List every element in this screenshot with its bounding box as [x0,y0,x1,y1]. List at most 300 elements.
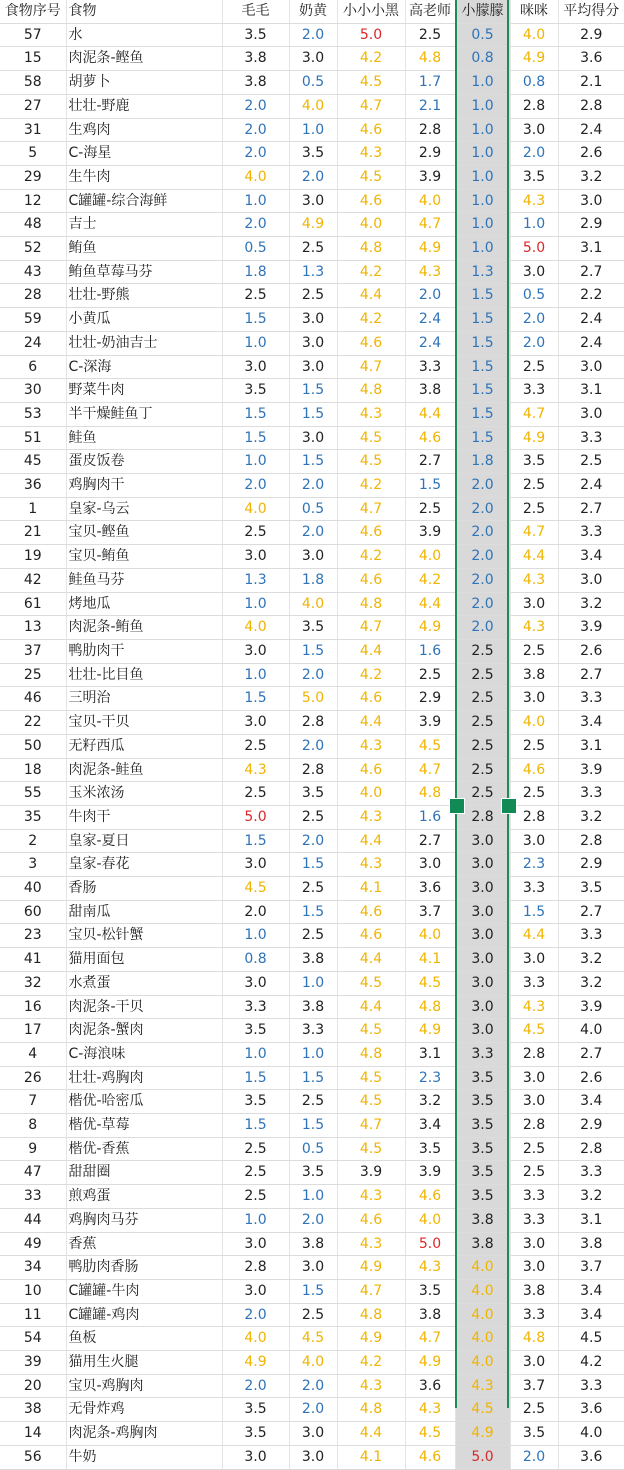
average-score-cell[interactable]: 3.7 [558,1256,624,1280]
score-naihuang-cell[interactable]: 2.5 [289,284,337,308]
score-mimi-cell[interactable]: 2.5 [510,474,558,498]
food-id-cell[interactable]: 12 [0,189,66,213]
food-name-cell[interactable]: 牛奶 [66,1445,222,1469]
food-id-cell[interactable]: 15 [0,47,66,71]
score-xiaomengmeng-cell[interactable]: 2.5 [455,687,510,711]
average-score-cell[interactable]: 3.1 [558,1208,624,1232]
score-xiaomengmeng-cell[interactable]: 1.0 [455,189,510,213]
score-gaolaoshi-cell[interactable]: 4.2 [405,568,455,592]
food-name-cell[interactable]: C罐罐-牛肉 [66,1279,222,1303]
score-naihuang-cell[interactable]: 1.0 [289,971,337,995]
average-score-cell[interactable]: 2.7 [558,900,624,924]
score-xiaoxiaoxiaohei-cell[interactable]: 4.3 [337,734,405,758]
score-maomao-cell[interactable]: 1.0 [222,663,289,687]
score-xiaomengmeng-cell[interactable]: 3.5 [455,1114,510,1138]
score-maomao-cell[interactable]: 3.0 [222,1232,289,1256]
score-naihuang-cell[interactable]: 2.8 [289,711,337,735]
score-mimi-cell[interactable]: 2.0 [510,308,558,332]
score-xiaoxiaoxiaohei-cell[interactable]: 3.9 [337,1161,405,1185]
score-gaolaoshi-cell[interactable]: 1.6 [405,639,455,663]
score-maomao-cell[interactable]: 0.5 [222,237,289,261]
food-id-cell[interactable]: 11 [0,1303,66,1327]
score-naihuang-cell[interactable]: 1.5 [289,1066,337,1090]
score-naihuang-cell[interactable]: 2.0 [289,165,337,189]
score-xiaomengmeng-cell[interactable]: 2.5 [455,734,510,758]
score-naihuang-cell[interactable]: 4.0 [289,94,337,118]
average-score-cell[interactable]: 4.0 [558,1422,624,1446]
score-xiaomengmeng-cell[interactable]: 2.0 [455,592,510,616]
average-score-cell[interactable]: 3.6 [558,47,624,71]
score-naihuang-cell[interactable]: 0.5 [289,1137,337,1161]
score-gaolaoshi-cell[interactable]: 4.1 [405,948,455,972]
food-id-cell[interactable]: 41 [0,948,66,972]
score-gaolaoshi-cell[interactable]: 2.5 [405,23,455,47]
food-id-cell[interactable]: 31 [0,118,66,142]
score-naihuang-cell[interactable]: 4.0 [289,1351,337,1375]
score-maomao-cell[interactable]: 1.0 [222,924,289,948]
food-name-cell[interactable]: 香肠 [66,877,222,901]
average-score-cell[interactable]: 3.4 [558,711,624,735]
food-id-cell[interactable]: 44 [0,1208,66,1232]
food-id-cell[interactable]: 33 [0,1185,66,1209]
score-xiaoxiaoxiaohei-cell[interactable]: 5.0 [337,23,405,47]
score-xiaomengmeng-cell[interactable]: 4.5 [455,1398,510,1422]
score-mimi-cell[interactable]: 4.0 [510,23,558,47]
food-name-cell[interactable]: 煎鸡蛋 [66,1185,222,1209]
score-maomao-cell[interactable]: 2.0 [222,1303,289,1327]
score-xiaomengmeng-cell[interactable]: 3.3 [455,1042,510,1066]
score-xiaomengmeng-cell[interactable]: 1.5 [455,284,510,308]
score-xiaoxiaoxiaohei-cell[interactable]: 4.3 [337,142,405,166]
food-id-cell[interactable]: 27 [0,94,66,118]
score-mimi-cell[interactable]: 1.0 [510,213,558,237]
average-score-cell[interactable]: 4.2 [558,1351,624,1375]
food-name-cell[interactable]: 宝贝-鸡胸肉 [66,1374,222,1398]
score-maomao-cell[interactable]: 4.0 [222,165,289,189]
score-xiaomengmeng-cell[interactable]: 4.0 [455,1256,510,1280]
score-xiaomengmeng-cell[interactable]: 3.8 [455,1232,510,1256]
food-name-cell[interactable]: 玉米浓汤 [66,782,222,806]
average-score-cell[interactable]: 2.8 [558,94,624,118]
score-gaolaoshi-cell[interactable]: 4.3 [405,1398,455,1422]
score-gaolaoshi-cell[interactable]: 2.1 [405,94,455,118]
header-gaolaoshi[interactable]: 高老师 [405,0,455,23]
score-naihuang-cell[interactable]: 3.0 [289,189,337,213]
average-score-cell[interactable]: 3.5 [558,877,624,901]
score-mimi-cell[interactable]: 4.4 [510,924,558,948]
score-naihuang-cell[interactable]: 2.5 [289,877,337,901]
score-xiaoxiaoxiaohei-cell[interactable]: 4.6 [337,900,405,924]
score-mimi-cell[interactable]: 2.5 [510,734,558,758]
average-score-cell[interactable]: 3.3 [558,1161,624,1185]
average-score-cell[interactable]: 3.2 [558,165,624,189]
score-xiaoxiaoxiaohei-cell[interactable]: 4.0 [337,782,405,806]
food-name-cell[interactable]: C罐罐-鸡肉 [66,1303,222,1327]
food-name-cell[interactable]: 水 [66,23,222,47]
score-xiaomengmeng-cell[interactable]: 3.0 [455,924,510,948]
score-xiaoxiaoxiaohei-cell[interactable]: 4.4 [337,829,405,853]
food-name-cell[interactable]: 肉泥条-鲔鱼 [66,616,222,640]
score-mimi-cell[interactable]: 2.0 [510,1445,558,1469]
score-gaolaoshi-cell[interactable]: 2.5 [405,497,455,521]
food-name-cell[interactable]: 小黄瓜 [66,308,222,332]
score-xiaomengmeng-cell[interactable]: 2.5 [455,639,510,663]
selection-handle-left[interactable] [449,798,465,814]
score-maomao-cell[interactable]: 3.5 [222,379,289,403]
score-mimi-cell[interactable]: 2.8 [510,94,558,118]
score-gaolaoshi-cell[interactable]: 2.8 [405,118,455,142]
average-score-cell[interactable]: 3.3 [558,521,624,545]
score-maomao-cell[interactable]: 3.8 [222,47,289,71]
score-mimi-cell[interactable]: 4.3 [510,995,558,1019]
average-score-cell[interactable]: 3.3 [558,782,624,806]
food-id-cell[interactable]: 51 [0,426,66,450]
score-xiaoxiaoxiaohei-cell[interactable]: 4.2 [337,474,405,498]
score-maomao-cell[interactable]: 3.3 [222,995,289,1019]
score-mimi-cell[interactable]: 3.0 [510,260,558,284]
food-name-cell[interactable]: 无籽西瓜 [66,734,222,758]
score-mimi-cell[interactable]: 3.0 [510,592,558,616]
score-xiaoxiaoxiaohei-cell[interactable]: 4.8 [337,237,405,261]
score-gaolaoshi-cell[interactable]: 4.5 [405,734,455,758]
score-gaolaoshi-cell[interactable]: 3.9 [405,1161,455,1185]
food-name-cell[interactable]: 鱼板 [66,1327,222,1351]
score-xiaoxiaoxiaohei-cell[interactable]: 4.8 [337,1042,405,1066]
score-mimi-cell[interactable]: 3.7 [510,1374,558,1398]
score-gaolaoshi-cell[interactable]: 4.8 [405,782,455,806]
score-xiaoxiaoxiaohei-cell[interactable]: 4.6 [337,1208,405,1232]
score-naihuang-cell[interactable]: 2.0 [289,829,337,853]
score-xiaomengmeng-cell[interactable]: 4.0 [455,1327,510,1351]
score-gaolaoshi-cell[interactable]: 4.9 [405,1019,455,1043]
score-mimi-cell[interactable]: 2.5 [510,1398,558,1422]
score-xiaoxiaoxiaohei-cell[interactable]: 4.6 [337,687,405,711]
score-xiaoxiaoxiaohei-cell[interactable]: 4.5 [337,1137,405,1161]
score-mimi-cell[interactable]: 4.6 [510,758,558,782]
score-gaolaoshi-cell[interactable]: 2.4 [405,331,455,355]
score-mimi-cell[interactable]: 2.8 [510,1114,558,1138]
score-naihuang-cell[interactable]: 3.0 [289,47,337,71]
score-maomao-cell[interactable]: 4.0 [222,616,289,640]
average-score-cell[interactable]: 2.5 [558,450,624,474]
food-id-cell[interactable]: 55 [0,782,66,806]
food-name-cell[interactable]: 宝贝-鲣鱼 [66,521,222,545]
score-mimi-cell[interactable]: 2.0 [510,331,558,355]
score-gaolaoshi-cell[interactable]: 1.6 [405,805,455,829]
score-xiaomengmeng-cell[interactable]: 3.5 [455,1137,510,1161]
score-naihuang-cell[interactable]: 1.5 [289,402,337,426]
score-mimi-cell[interactable]: 2.3 [510,853,558,877]
food-name-cell[interactable]: 烤地瓜 [66,592,222,616]
food-id-cell[interactable]: 13 [0,616,66,640]
score-xiaoxiaoxiaohei-cell[interactable]: 4.3 [337,805,405,829]
score-naihuang-cell[interactable]: 1.3 [289,260,337,284]
food-id-cell[interactable]: 20 [0,1374,66,1398]
score-maomao-cell[interactable]: 1.3 [222,568,289,592]
food-name-cell[interactable]: 猫用面包 [66,948,222,972]
score-mimi-cell[interactable]: 3.3 [510,1208,558,1232]
score-maomao-cell[interactable]: 1.5 [222,829,289,853]
average-score-cell[interactable]: 3.1 [558,379,624,403]
score-mimi-cell[interactable]: 4.4 [510,545,558,569]
score-gaolaoshi-cell[interactable]: 3.5 [405,1137,455,1161]
food-name-cell[interactable]: 皇家-乌云 [66,497,222,521]
score-xiaomengmeng-cell[interactable]: 1.3 [455,260,510,284]
score-xiaoxiaoxiaohei-cell[interactable]: 4.6 [337,189,405,213]
score-naihuang-cell[interactable]: 3.5 [289,782,337,806]
food-name-cell[interactable]: 无骨炸鸡 [66,1398,222,1422]
score-xiaomengmeng-cell[interactable]: 3.0 [455,877,510,901]
average-score-cell[interactable]: 2.4 [558,118,624,142]
score-naihuang-cell[interactable]: 2.0 [289,1374,337,1398]
score-xiaomengmeng-cell[interactable]: 4.9 [455,1422,510,1446]
score-mimi-cell[interactable]: 4.5 [510,1019,558,1043]
score-naihuang-cell[interactable]: 2.0 [289,734,337,758]
score-xiaomengmeng-cell[interactable]: 1.0 [455,118,510,142]
score-xiaoxiaoxiaohei-cell[interactable]: 4.5 [337,426,405,450]
score-xiaoxiaoxiaohei-cell[interactable]: 4.5 [337,1019,405,1043]
food-id-cell[interactable]: 29 [0,165,66,189]
food-id-cell[interactable]: 42 [0,568,66,592]
score-gaolaoshi-cell[interactable]: 3.6 [405,877,455,901]
food-id-cell[interactable]: 2 [0,829,66,853]
score-maomao-cell[interactable]: 3.5 [222,1090,289,1114]
score-maomao-cell[interactable]: 2.5 [222,521,289,545]
score-xiaomengmeng-cell[interactable]: 4.0 [455,1279,510,1303]
food-name-cell[interactable]: 肉泥条-蟹肉 [66,1019,222,1043]
score-maomao-cell[interactable]: 4.0 [222,1327,289,1351]
score-mimi-cell[interactable]: 3.5 [510,1422,558,1446]
header-naihuang[interactable]: 奶黄 [289,0,337,23]
average-score-cell[interactable]: 3.0 [558,189,624,213]
food-id-cell[interactable]: 28 [0,284,66,308]
food-id-cell[interactable]: 25 [0,663,66,687]
score-maomao-cell[interactable]: 3.0 [222,1279,289,1303]
score-gaolaoshi-cell[interactable]: 1.7 [405,71,455,95]
average-score-cell[interactable]: 3.4 [558,1279,624,1303]
score-gaolaoshi-cell[interactable]: 3.8 [405,1303,455,1327]
food-id-cell[interactable]: 56 [0,1445,66,1469]
score-maomao-cell[interactable]: 1.0 [222,1208,289,1232]
score-xiaomengmeng-cell[interactable]: 1.0 [455,237,510,261]
score-gaolaoshi-cell[interactable]: 4.3 [405,1256,455,1280]
food-name-cell[interactable]: 宝贝-鲔鱼 [66,545,222,569]
score-naihuang-cell[interactable]: 3.5 [289,1161,337,1185]
score-mimi-cell[interactable]: 3.0 [510,1090,558,1114]
food-name-cell[interactable]: 生鸡肉 [66,118,222,142]
score-mimi-cell[interactable]: 3.0 [510,118,558,142]
food-id-cell[interactable]: 21 [0,521,66,545]
average-score-cell[interactable]: 3.9 [558,758,624,782]
food-id-cell[interactable]: 35 [0,805,66,829]
score-gaolaoshi-cell[interactable]: 4.9 [405,1351,455,1375]
score-gaolaoshi-cell[interactable]: 3.7 [405,900,455,924]
score-mimi-cell[interactable]: 5.0 [510,237,558,261]
score-gaolaoshi-cell[interactable]: 3.9 [405,165,455,189]
score-mimi-cell[interactable]: 2.5 [510,497,558,521]
average-score-cell[interactable]: 2.9 [558,853,624,877]
score-gaolaoshi-cell[interactable]: 4.3 [405,260,455,284]
score-naihuang-cell[interactable]: 2.5 [289,1303,337,1327]
score-maomao-cell[interactable]: 2.0 [222,213,289,237]
food-id-cell[interactable]: 36 [0,474,66,498]
score-maomao-cell[interactable]: 1.5 [222,426,289,450]
score-xiaoxiaoxiaohei-cell[interactable]: 4.4 [337,1422,405,1446]
score-gaolaoshi-cell[interactable]: 4.9 [405,237,455,261]
score-xiaoxiaoxiaohei-cell[interactable]: 4.5 [337,71,405,95]
food-id-cell[interactable]: 52 [0,237,66,261]
score-xiaoxiaoxiaohei-cell[interactable]: 4.7 [337,616,405,640]
score-gaolaoshi-cell[interactable]: 3.2 [405,1090,455,1114]
score-maomao-cell[interactable]: 1.5 [222,402,289,426]
score-xiaoxiaoxiaohei-cell[interactable]: 4.5 [337,165,405,189]
header-mimi[interactable]: 咪咪 [510,0,558,23]
score-maomao-cell[interactable]: 3.5 [222,1019,289,1043]
score-gaolaoshi-cell[interactable]: 2.7 [405,829,455,853]
score-naihuang-cell[interactable]: 3.5 [289,616,337,640]
average-score-cell[interactable]: 3.2 [558,1185,624,1209]
score-xiaoxiaoxiaohei-cell[interactable]: 4.4 [337,995,405,1019]
score-xiaoxiaoxiaohei-cell[interactable]: 4.7 [337,94,405,118]
food-id-cell[interactable]: 26 [0,1066,66,1090]
score-maomao-cell[interactable]: 2.0 [222,1374,289,1398]
food-name-cell[interactable]: 壮壮-鸡胸肉 [66,1066,222,1090]
score-xiaoxiaoxiaohei-cell[interactable]: 4.6 [337,521,405,545]
score-xiaoxiaoxiaohei-cell[interactable]: 4.0 [337,213,405,237]
score-xiaoxiaoxiaohei-cell[interactable]: 4.3 [337,402,405,426]
score-xiaoxiaoxiaohei-cell[interactable]: 4.1 [337,1445,405,1469]
average-score-cell[interactable]: 2.8 [558,1137,624,1161]
score-maomao-cell[interactable]: 1.5 [222,308,289,332]
score-mimi-cell[interactable]: 2.5 [510,1161,558,1185]
average-score-cell[interactable]: 2.9 [558,1114,624,1138]
score-xiaoxiaoxiaohei-cell[interactable]: 4.8 [337,1398,405,1422]
score-maomao-cell[interactable]: 1.0 [222,450,289,474]
score-xiaoxiaoxiaohei-cell[interactable]: 4.2 [337,545,405,569]
food-name-cell[interactable]: C-海浪味 [66,1042,222,1066]
score-xiaoxiaoxiaohei-cell[interactable]: 4.8 [337,592,405,616]
score-gaolaoshi-cell[interactable]: 2.7 [405,450,455,474]
score-maomao-cell[interactable]: 2.5 [222,1185,289,1209]
score-naihuang-cell[interactable]: 2.0 [289,474,337,498]
food-name-cell[interactable]: 鸡胸肉马芬 [66,1208,222,1232]
score-gaolaoshi-cell[interactable]: 4.8 [405,995,455,1019]
food-name-cell[interactable]: 肉泥条-鸡胸肉 [66,1422,222,1446]
score-gaolaoshi-cell[interactable]: 4.5 [405,1422,455,1446]
food-name-cell[interactable]: 鲔鱼 [66,237,222,261]
score-maomao-cell[interactable]: 2.5 [222,284,289,308]
score-mimi-cell[interactable]: 2.5 [510,639,558,663]
score-xiaoxiaoxiaohei-cell[interactable]: 4.6 [337,568,405,592]
food-name-cell[interactable]: 楷优-哈密瓜 [66,1090,222,1114]
average-score-cell[interactable]: 2.7 [558,497,624,521]
food-id-cell[interactable]: 50 [0,734,66,758]
food-id-cell[interactable]: 17 [0,1019,66,1043]
score-xiaomengmeng-cell[interactable]: 2.0 [455,568,510,592]
average-score-cell[interactable]: 4.5 [558,1327,624,1351]
score-xiaomengmeng-cell[interactable]: 4.0 [455,1351,510,1375]
food-id-cell[interactable]: 40 [0,877,66,901]
score-naihuang-cell[interactable]: 2.0 [289,23,337,47]
score-gaolaoshi-cell[interactable]: 2.4 [405,308,455,332]
score-xiaoxiaoxiaohei-cell[interactable]: 4.9 [337,1327,405,1351]
score-xiaoxiaoxiaohei-cell[interactable]: 4.2 [337,260,405,284]
average-score-cell[interactable]: 2.2 [558,284,624,308]
score-xiaomengmeng-cell[interactable]: 1.0 [455,213,510,237]
score-mimi-cell[interactable]: 4.8 [510,1327,558,1351]
score-xiaoxiaoxiaohei-cell[interactable]: 4.4 [337,284,405,308]
score-naihuang-cell[interactable]: 3.8 [289,948,337,972]
food-id-cell[interactable]: 22 [0,711,66,735]
food-name-cell[interactable]: 香蕉 [66,1232,222,1256]
food-id-cell[interactable]: 59 [0,308,66,332]
score-mimi-cell[interactable]: 3.0 [510,829,558,853]
score-xiaomengmeng-cell[interactable]: 1.0 [455,71,510,95]
average-score-cell[interactable]: 3.0 [558,568,624,592]
score-naihuang-cell[interactable]: 3.0 [289,426,337,450]
average-score-cell[interactable]: 3.2 [558,805,624,829]
score-xiaoxiaoxiaohei-cell[interactable]: 4.8 [337,379,405,403]
food-id-cell[interactable]: 24 [0,331,66,355]
score-maomao-cell[interactable]: 3.0 [222,711,289,735]
food-name-cell[interactable]: 鲑鱼马芬 [66,568,222,592]
score-mimi-cell[interactable]: 4.3 [510,189,558,213]
average-score-cell[interactable]: 2.4 [558,474,624,498]
score-xiaomengmeng-cell[interactable]: 1.5 [455,379,510,403]
score-xiaomengmeng-cell[interactable]: 2.5 [455,711,510,735]
food-id-cell[interactable]: 30 [0,379,66,403]
food-name-cell[interactable]: 壮壮-野熊 [66,284,222,308]
food-name-cell[interactable]: 壮壮-奶油吉士 [66,331,222,355]
score-mimi-cell[interactable]: 4.3 [510,568,558,592]
food-name-cell[interactable]: 宝贝-干贝 [66,711,222,735]
average-score-cell[interactable]: 2.9 [558,213,624,237]
score-mimi-cell[interactable]: 0.5 [510,284,558,308]
score-maomao-cell[interactable]: 2.5 [222,1161,289,1185]
score-gaolaoshi-cell[interactable]: 3.5 [405,1279,455,1303]
food-name-cell[interactable]: C罐罐-综合海鲜 [66,189,222,213]
score-gaolaoshi-cell[interactable]: 4.7 [405,213,455,237]
score-maomao-cell[interactable]: 1.0 [222,1042,289,1066]
score-mimi-cell[interactable]: 4.0 [510,711,558,735]
food-name-cell[interactable]: 楷优-草莓 [66,1114,222,1138]
score-maomao-cell[interactable]: 1.5 [222,1066,289,1090]
score-gaolaoshi-cell[interactable]: 3.8 [405,379,455,403]
score-xiaoxiaoxiaohei-cell[interactable]: 4.6 [337,331,405,355]
food-name-cell[interactable]: 胡萝卜 [66,71,222,95]
score-mimi-cell[interactable]: 2.5 [510,355,558,379]
score-xiaomengmeng-cell[interactable]: 2.8 [455,805,510,829]
food-id-cell[interactable]: 48 [0,213,66,237]
score-mimi-cell[interactable]: 3.0 [510,1256,558,1280]
score-xiaomengmeng-cell[interactable]: 2.0 [455,616,510,640]
average-score-cell[interactable]: 3.6 [558,1445,624,1469]
score-xiaoxiaoxiaohei-cell[interactable]: 4.5 [337,1066,405,1090]
score-xiaoxiaoxiaohei-cell[interactable]: 4.7 [337,355,405,379]
score-naihuang-cell[interactable]: 2.5 [289,805,337,829]
score-naihuang-cell[interactable]: 1.5 [289,853,337,877]
food-id-cell[interactable]: 6 [0,355,66,379]
food-id-cell[interactable]: 54 [0,1327,66,1351]
score-gaolaoshi-cell[interactable]: 4.7 [405,758,455,782]
score-gaolaoshi-cell[interactable]: 4.0 [405,189,455,213]
score-gaolaoshi-cell[interactable]: 2.0 [405,284,455,308]
score-xiaomengmeng-cell[interactable]: 0.5 [455,23,510,47]
score-maomao-cell[interactable]: 3.5 [222,23,289,47]
food-name-cell[interactable]: 鸭肋肉干 [66,639,222,663]
score-gaolaoshi-cell[interactable]: 1.5 [405,474,455,498]
score-xiaomengmeng-cell[interactable]: 3.0 [455,1019,510,1043]
